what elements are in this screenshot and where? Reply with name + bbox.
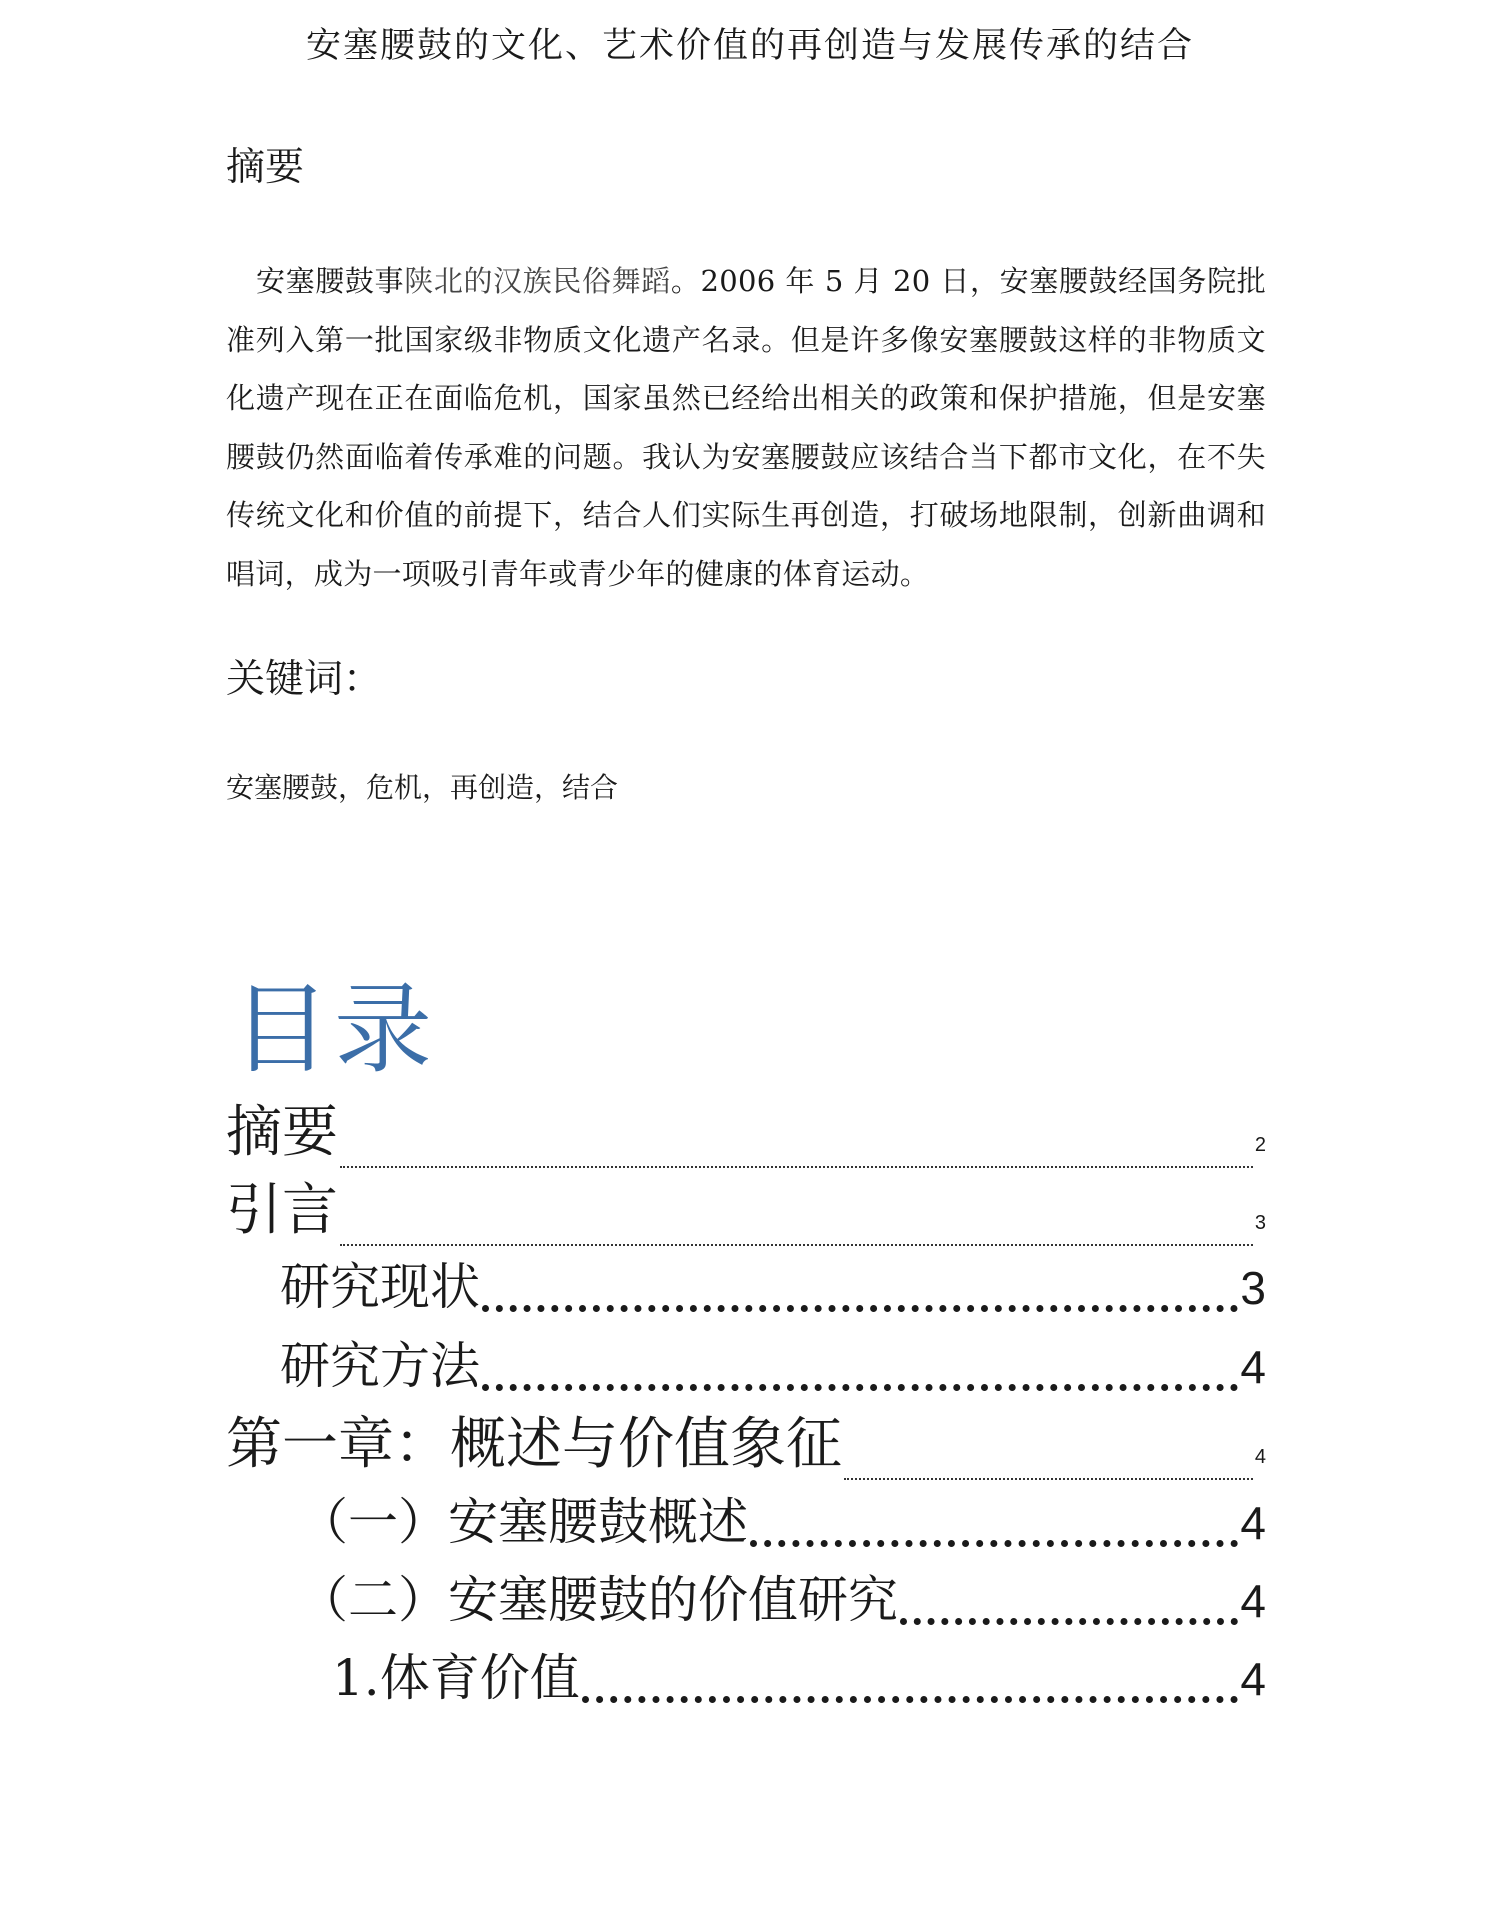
toc-page-number: 4 <box>1240 1497 1266 1549</box>
toc-page-number: 2 <box>1254 1134 1266 1156</box>
toc-entry-label: 1.体育价值 <box>332 1649 580 1707</box>
toc-leader-dots <box>844 1478 1253 1480</box>
toc-entry-label: 研究方法 <box>280 1337 480 1395</box>
abstract-heading: 摘要 <box>226 145 305 190</box>
toc-entry-label: 引言 <box>226 1178 338 1243</box>
toc-entry-label: 研究现状 <box>280 1258 480 1316</box>
abstract-accent-text: 陕北的汉族民俗舞蹈 <box>404 264 671 298</box>
toc-entry-abstract[interactable] <box>226 1098 1266 1180</box>
toc-page-number: 4 <box>1240 1653 1266 1705</box>
toc-entry-label: 第一章：概述与价值象征 <box>226 1412 842 1477</box>
toc-page-number: 4 <box>1240 1575 1266 1627</box>
toc-entry-label: （一）安塞腰鼓概述 <box>298 1493 748 1551</box>
toc-leader-dots <box>482 1305 1238 1312</box>
toc-entry-research-method[interactable] <box>280 1334 1266 1399</box>
keywords-text: 安塞腰鼓，危机，再创造，结合 <box>226 771 619 804</box>
toc-leader-dots <box>340 1166 1253 1168</box>
document-title: 安塞腰鼓的文化、艺术价值的再创造与发展传承的结合 <box>305 26 1194 66</box>
toc-entry-section-value-research[interactable] <box>298 1568 1266 1633</box>
keywords-heading: 关键词： <box>226 657 383 702</box>
toc-leader-dots <box>750 1540 1238 1547</box>
abstract-body-text: 。2006 年 5 月 20 日，安塞腰鼓经国务院批准列入第一批国家级非物质文化遗产名录。但是许多像安塞腰鼓这样的非物质文化遗产现在正在面临危机，国家虽然已经给出相关的政策和保护措施，但是安塞腰鼓仍然面临着传承难的问题。我认为安塞腰鼓应该结合当下都市文化，在不失传统文化和价值的前提下，结合人们实际生再创造，打破场地限制，创新曲调和唱词，成为一项吸引青年或青少年的健康的体育运动。 <box>226 264 1267 591</box>
toc-entry-research-status[interactable] <box>280 1255 1266 1320</box>
toc-page-number: 3 <box>1240 1262 1266 1314</box>
abstract-paragraph <box>226 252 1266 603</box>
toc-page-number: 4 <box>1240 1341 1266 1393</box>
toc-leader-dots <box>900 1618 1238 1625</box>
abstract-lead: 安塞腰鼓事 <box>256 264 405 298</box>
toc-entry-introduction[interactable] <box>226 1176 1266 1258</box>
toc-leader-dots <box>582 1696 1239 1703</box>
toc-entry-label: 摘要 <box>226 1100 338 1165</box>
toc-entry-chapter-one[interactable] <box>226 1410 1266 1492</box>
toc-entry-label: （二）安塞腰鼓的价值研究 <box>298 1571 898 1629</box>
toc-leader-dots <box>482 1384 1238 1391</box>
toc-leader-dots <box>340 1244 1253 1246</box>
toc-title: 目录 <box>232 973 437 1087</box>
toc-page-number: 4 <box>1254 1446 1266 1468</box>
toc-entry-section-overview[interactable] <box>298 1490 1266 1555</box>
toc-entry-sports-value[interactable] <box>332 1646 1266 1711</box>
toc-page-number: 3 <box>1254 1212 1266 1234</box>
